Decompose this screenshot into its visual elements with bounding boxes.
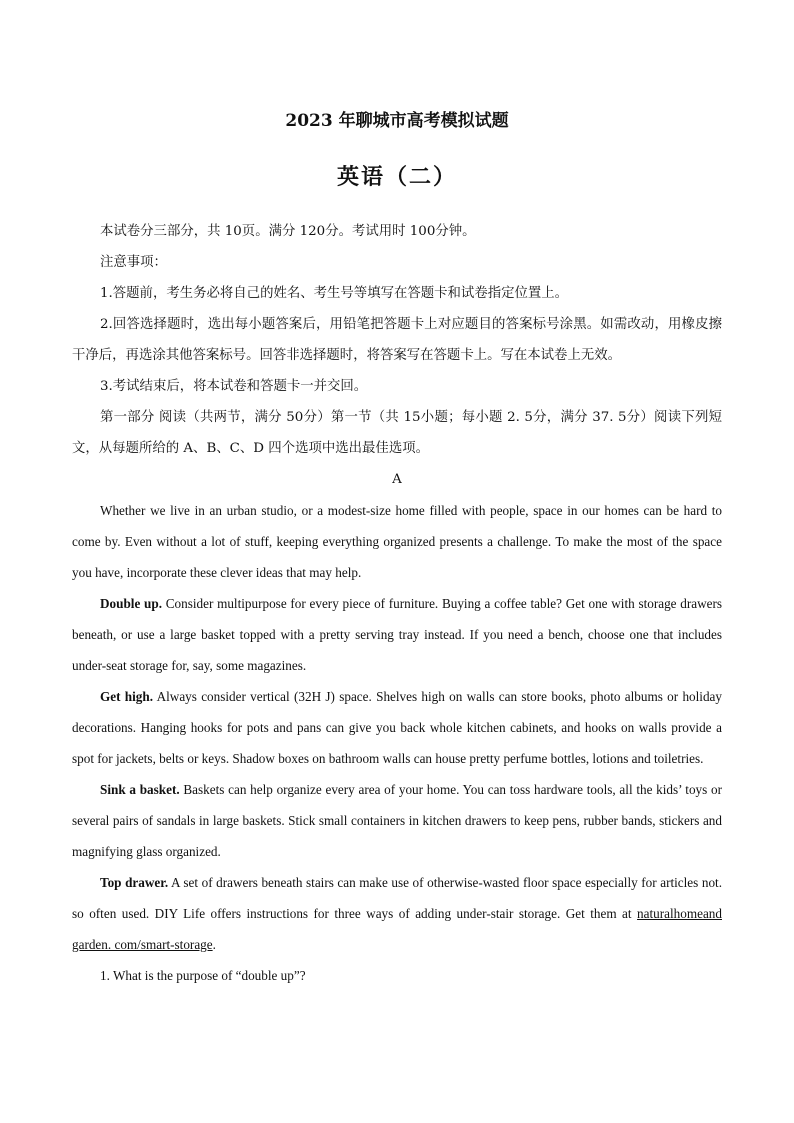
paragraph-heading: Double up. <box>100 596 162 611</box>
paragraph-heading: Get high. <box>100 689 154 704</box>
paragraph-body: Baskets can help organize every area of your home. You can toss hardware tools, all the kids’ toys or several pairs of sandals in large baskets. Stick small containers in kitchen drawers to keep pens, rubber bands, stickers and magnifying glass organized. <box>72 782 722 859</box>
paragraph-body: Consider multipurpose for every piece of furniture. Buying a coffee table? Get one with storage drawers beneath, or use a large basket topped with a pretty serving tray instead. If you need a bench, choose one that includes under-seat storage for, say, some magazines. <box>72 596 722 673</box>
paragraph-body: A set of drawers beneath stairs can make use of otherwise-wasted floor space especially for articles not. so often used. DIY Life offers instructions for three ways of adding under-stair storage. Get them at <box>72 875 723 921</box>
paragraph-heading: Sink a basket. <box>100 782 180 797</box>
notice-label: 注意事项： <box>100 255 167 270</box>
passage-intro: Whether we live in an urban studio, or a modest-size home filled with people, space in our homes can be hard to come by. Even without a lot of stuff, keeping everything organized presents a challenge. To make the most of the space you have, incorporate these clever ideas that may help. <box>72 503 722 580</box>
paragraph-end: . <box>212 937 216 952</box>
paragraph-body: Always consider vertical (32H J) space. Shelves high on walls can store books, photo albums or holiday decorations. Hanging hooks for pots and pans can give you back whole kitchen cabinets, and hooks on walls provide a spot for jackets, belts or keys. Shadow boxes on bathroom walls can house pretty perfume bottles, lotions and toiletries. <box>72 689 722 766</box>
passage-label: A <box>392 472 402 487</box>
passage-paragraph-sink-basket <box>72 774 722 867</box>
exam-content <box>72 216 722 991</box>
passage-paragraph-double-up <box>72 588 722 681</box>
storage-link[interactable]: naturalhomeand garden. com/smart-storage <box>72 906 722 952</box>
instruction-item-3: 3.考试结束后，将本试卷和答题卡一并交回。 <box>100 379 368 394</box>
instruction-item-2: 2.回答选择题时，选出每小题答案后，用铅笔把答题卡上对应题目的答案标号涂黑。如需改动，用橡皮擦干净后，再选涂其他答案标号。回答非选择题时，将答案写在答题卡上。写在本试卷上无效。 <box>72 317 722 363</box>
question-1: 1. What is the purpose of “double up”? <box>100 968 306 983</box>
passage-paragraph-top-drawer <box>72 867 722 960</box>
part1-heading: 第一部分 阅读（共两节，满分 50分）第一节（共 15小题；每小题 2. 5分，满分 37. 5分）阅读下列短文，从每题所给的 A、B、C、D 四个选项中选出最佳选项。 <box>72 410 722 456</box>
exam-subtitle: 英语（二） <box>336 164 457 190</box>
paragraph-heading: Top drawer. <box>100 875 169 890</box>
exam-title: 2023 年聊城市高考模拟试题 <box>285 111 509 131</box>
intro-text: 本试卷分三部分，共 10页。满分 120分。考试用时 100分钟。 <box>100 224 476 239</box>
instruction-item-1: 1.答题前，考生务必将自己的姓名、考生号等填写在答题卡和试卷指定位置上。 <box>100 286 569 301</box>
passage-paragraph-get-high <box>72 681 722 774</box>
